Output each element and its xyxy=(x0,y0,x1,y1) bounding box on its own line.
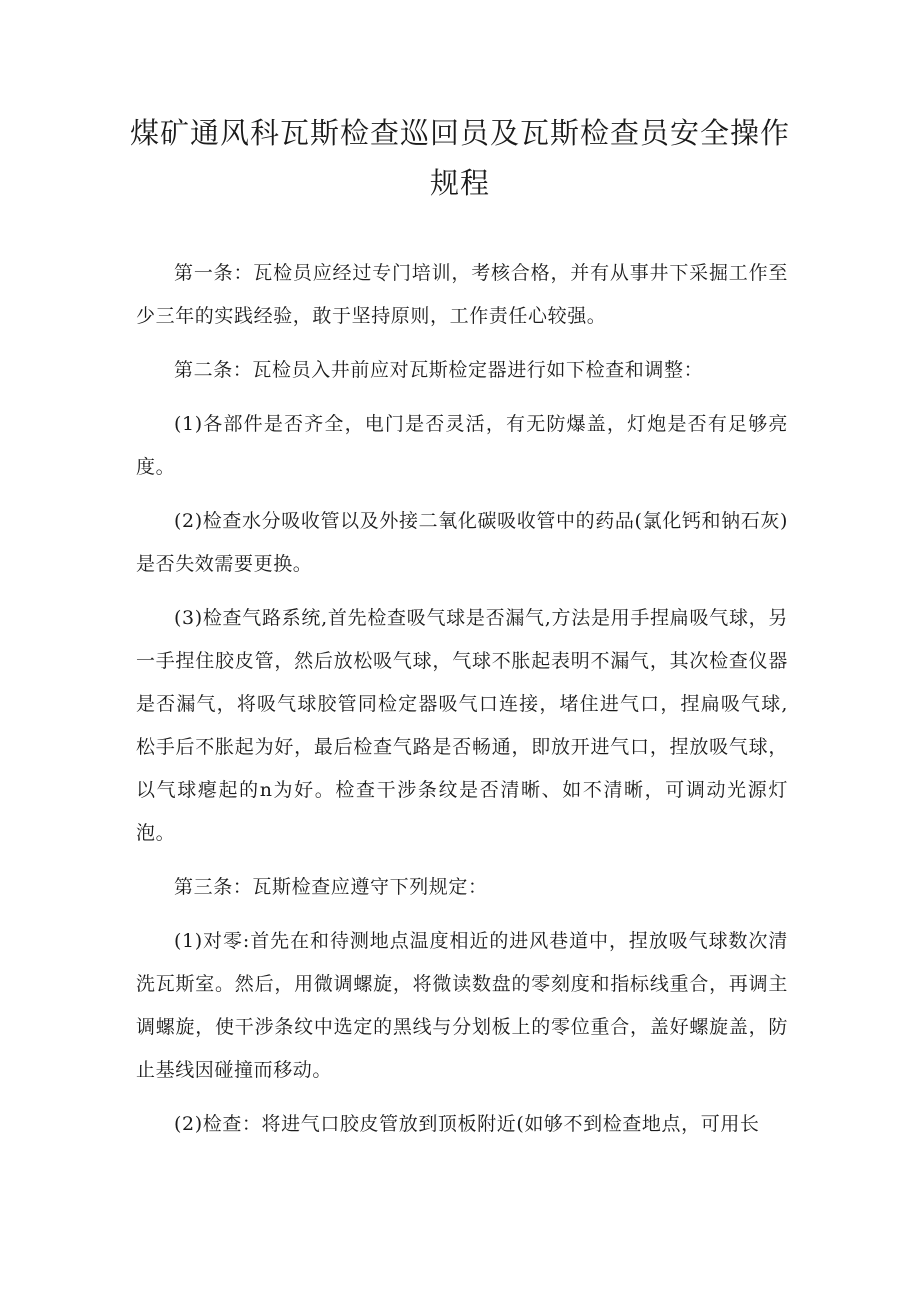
article-3-item-1: (1)对零:首先在和待测地点温度相近的进风巷道中，捏放吸气球数次清洗瓦斯室。然后，用微调螺旋，将微读数盘的零刻度和指标线重合，再调主调螺旋，使干涉条纹中选定的黑线与分划板上的零位重合，盖好螺旋盖，防止基线因碰撞而移动。 xyxy=(136,930,788,1081)
article-1-paragraph: 第一条：瓦检员应经过专门培训，考核合格，并有从事井下采掘工作至少三年的实践经验，敢于坚持原则，工作责任心较强。 xyxy=(136,262,788,327)
article-3-paragraph: 第三条：瓦斯检查应遵守下列规定： xyxy=(174,876,488,898)
article-2-item-2: (2)检查水分吸收管以及外接二氧化碳吸收管中的药品(氯化钙和钠石灰)是否失效需要更换。 xyxy=(136,510,788,575)
article-3-item-2: (2)检查：将进气口胶皮管放到顶板附近(如够不到检查地点，可用长 xyxy=(174,1113,760,1135)
title-line-1: 煤矿通风科瓦斯检查巡回员及瓦斯检查员安全操作 xyxy=(130,116,791,150)
document-title xyxy=(130,108,790,208)
article-2-item-1: (1)各部件是否齐全，电门是否灵活，有无防爆盖，灯炮是否有足够亮度。 xyxy=(136,413,788,478)
article-2-paragraph: 第二条：瓦检员入井前应对瓦斯检定器进行如下检查和调整： xyxy=(174,359,704,381)
title-line-2: 规程 xyxy=(429,166,490,200)
document-body xyxy=(136,252,788,1157)
article-2-item-3: (3)检查气路系统,首先检查吸气球是否漏气,方法是用手捏扁吸气球，另一手捏住胶皮管，然后放松吸气球，气球不胀起表明不漏气，其次检查仪器是否漏气，将吸气球胶管同检定器吸气口连接，堵住进气口，捏扁吸气球,松手后不胀起为好，最后检查气路是否畅通，即放开进气口，捏放吸气球，以气球瘪起的n为好。检查干涉条纹是否清晰、如不清晰，可调动光源灯泡。 xyxy=(136,607,788,844)
